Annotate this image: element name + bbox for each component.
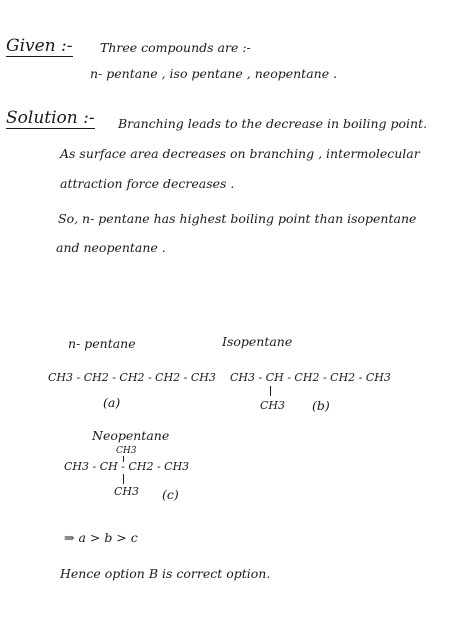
npentane-label: (a) <box>103 395 121 410</box>
neopentane-name: Neopentane <box>92 428 170 443</box>
isopentane-branch: CH3 <box>260 399 286 412</box>
isopentane-label: (b) <box>312 398 330 413</box>
solution-line-1: Branching leads to the decrease in boiling point. <box>118 116 428 131</box>
solution-line-5: and neopentane . <box>56 240 166 255</box>
neopentane-label: (c) <box>162 487 179 502</box>
neopentane-top-branch: CH3 <box>116 446 137 456</box>
neopentane-bottom-bond <box>123 474 124 484</box>
solution-line-2: As surface area decreases on branching , intermolecular <box>60 146 420 161</box>
solution-line-3: attraction force decreases . <box>60 176 235 191</box>
given-line-2: n- pentane , iso pentane , neopentane . <box>90 66 338 81</box>
neopentane-bottom-branch: CH3 <box>114 485 140 498</box>
npentane-name: n- pentane <box>68 336 136 351</box>
given-heading: Given :- <box>6 36 73 56</box>
isopentane-formula: CH3 - CH - CH2 - CH2 - CH3 <box>230 371 391 384</box>
neopentane-formula: CH3 - CH - CH2 - CH3 <box>64 460 190 473</box>
isopentane-name: Isopentane <box>222 334 293 349</box>
isopentane-branch-bond <box>270 386 271 396</box>
boiling-point-order: ⇒ a > b > c <box>64 530 138 545</box>
given-line-1: Three compounds are :- <box>100 40 251 55</box>
npentane-formula: CH3 - CH2 - CH2 - CH2 - CH3 <box>48 371 216 384</box>
solution-heading: Solution :- <box>6 108 95 128</box>
final-answer: Hence option B is correct option. <box>60 566 271 581</box>
solution-line-4: So, n- pentane has highest boiling point than isopentane <box>58 211 417 226</box>
